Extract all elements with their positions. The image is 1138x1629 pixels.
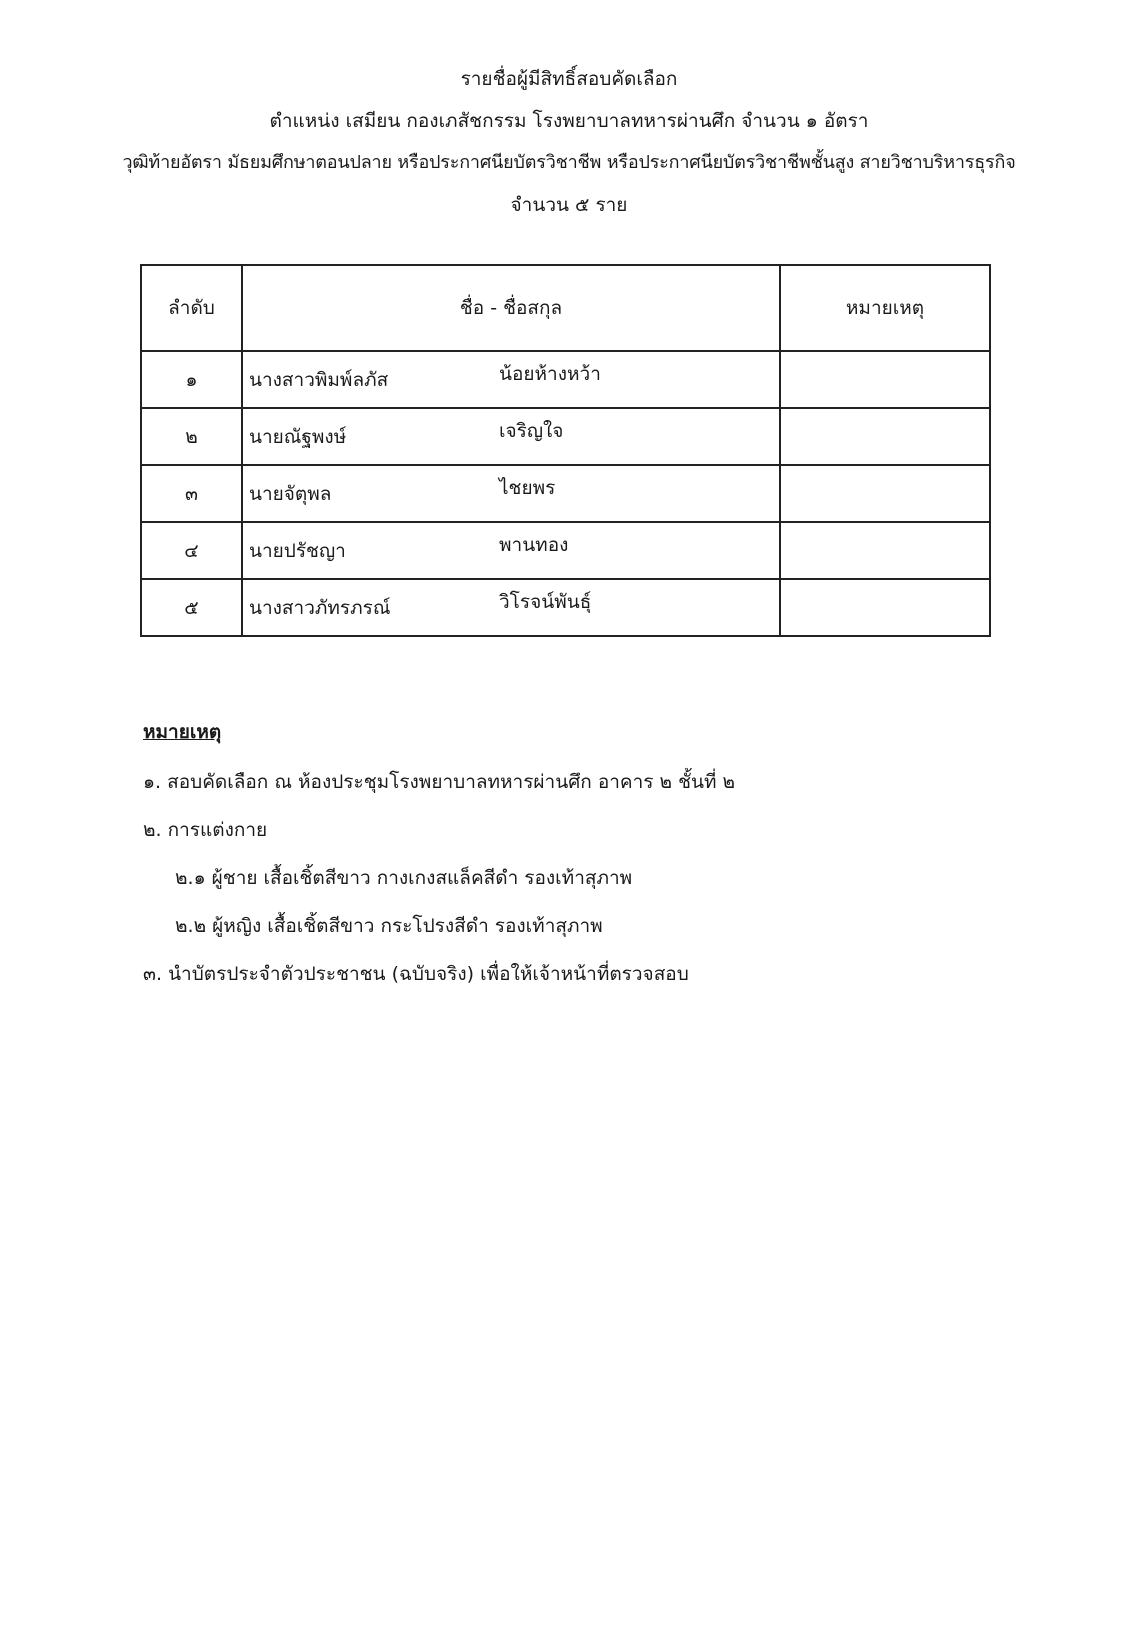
column-header-remark: หมายเหตุ <box>780 265 990 351</box>
remark-cell <box>780 465 990 522</box>
candidate-table <box>140 264 991 637</box>
document-title: รายชื่อผู้มีสิทธิ์สอบคัดเลือก <box>460 68 678 90</box>
row-number: ๒ <box>141 408 242 465</box>
first-name: นายจัตุพล <box>249 482 332 505</box>
notes-title: หมายเหตุ <box>143 721 222 743</box>
table-row <box>141 522 990 579</box>
document-header <box>0 58 1138 226</box>
remark-cell <box>780 522 990 579</box>
table-row <box>141 351 990 408</box>
first-name: นางสาวพิมพ์ลภัส <box>249 368 389 391</box>
column-header-name: ชื่อ - ชื่อสกุล <box>242 265 780 351</box>
first-name: นายปรัชญา <box>249 539 346 562</box>
table-row <box>141 465 990 522</box>
first-name: นายณัฐพงษ์ <box>249 425 347 448</box>
last-name: วิโรจน์พันธุ์ <box>499 591 592 613</box>
remark-cell <box>780 351 990 408</box>
last-name: น้อยห้างหว้า <box>499 363 601 385</box>
note-item-venue: ๑. สอบคัดเลือก ณ ห้องประชุมโรงพยาบาลทหารผ่านศึก อาคาร ๒ ชั้นที่ ๒ <box>143 771 736 793</box>
note-item-dress: ๒. การแต่งกาย <box>143 819 268 841</box>
last-name: ไชยพร <box>499 477 556 499</box>
last-name: พานทอง <box>499 534 569 556</box>
position-line: ตำแหน่ง เสมียน กองเภสัชกรรม โรงพยาบาลทหารผ่านศึก จำนวน ๑ อัตรา <box>269 110 869 132</box>
name-cell <box>242 408 780 465</box>
table-row <box>141 408 990 465</box>
note-item-dress-women: ๒.๒ ผู้หญิง เสื้อเชิ้ตสีขาว กระโปรงสีดำ รองเท้าสุภาพ <box>175 915 603 937</box>
row-number: ๓ <box>141 465 242 522</box>
name-cell <box>242 579 780 636</box>
name-cell <box>242 351 780 408</box>
name-cell <box>242 522 780 579</box>
row-number: ๔ <box>141 522 242 579</box>
notes-section <box>143 712 735 998</box>
remark-cell <box>780 408 990 465</box>
first-name: นางสาวภัทรภรณ์ <box>249 596 391 619</box>
note-item-dress-men: ๒.๑ ผู้ชาย เสื้อเชิ้ตสีขาว กางเกงสแล็คสีดำ รองเท้าสุภาพ <box>175 867 633 889</box>
qualification-line: วุฒิท้ายอัตรา มัธยมศึกษาตอนปลาย หรือประกาศนียบัตรวิชาชีพ หรือประกาศนียบัตรวิชาชีพชั้นสูง สายวิชาบริหารธุรกิจ <box>122 152 1016 173</box>
row-number: ๕ <box>141 579 242 636</box>
name-cell <box>242 465 780 522</box>
remark-cell <box>780 579 990 636</box>
table-header-row <box>141 265 990 351</box>
column-header-number: ลำดับ <box>141 265 242 351</box>
last-name: เจริญใจ <box>499 420 564 442</box>
note-item-id-card: ๓. นำบัตรประจำตัวประชาชน (ฉบับจริง) เพื่อให้เจ้าหน้าที่ตรวจสอบ <box>143 963 689 985</box>
table-row <box>141 579 990 636</box>
row-number: ๑ <box>141 351 242 408</box>
count-line: จำนวน ๕ ราย <box>510 194 628 216</box>
